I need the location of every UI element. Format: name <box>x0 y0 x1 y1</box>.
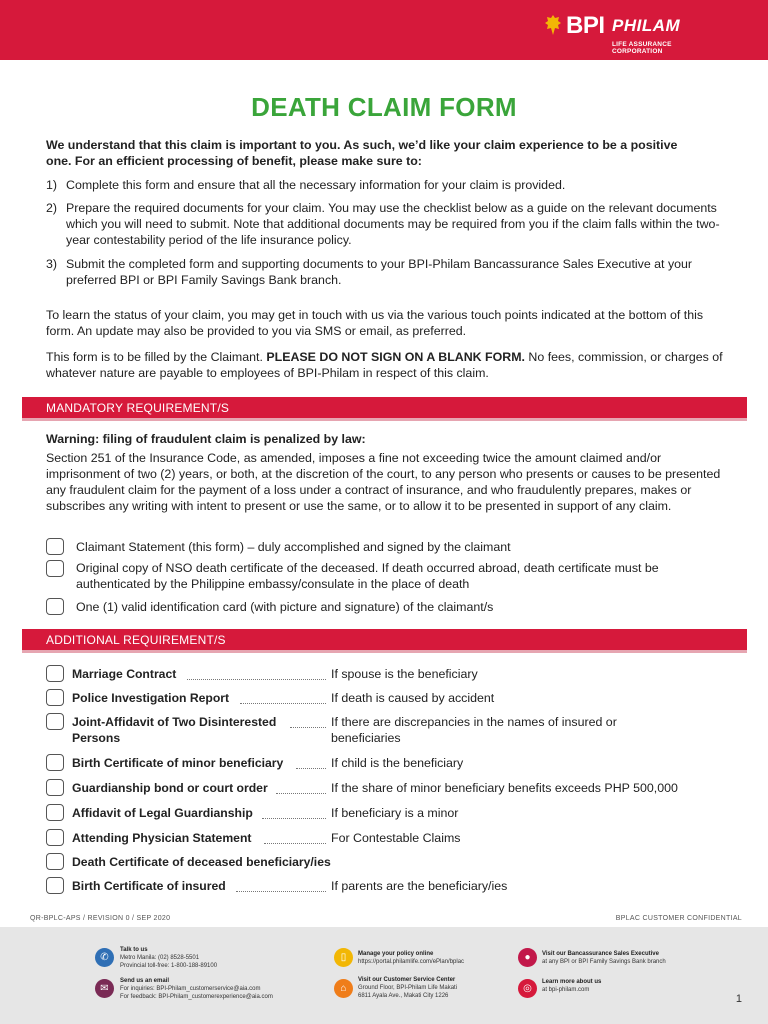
email-title: Send us an email <box>120 978 170 984</box>
requirement-condition: If the share of minor beneficiary benefits exceeds PHP 500,000 <box>331 781 678 795</box>
status-paragraph: To learn the status of your claim, you may get in touch with us via the various touch points indicated at the bottom of this form. An update may also be provided to you via SMS or email, as preferred. <box>46 308 704 338</box>
requirement-condition: If there are discrepancies in the names of insured or beneficiaries <box>331 715 617 745</box>
requirement-condition: If beneficiary is a minor <box>331 806 459 820</box>
leader-dots <box>262 809 326 819</box>
contact-footer <box>0 927 768 1024</box>
mandatory-item-3: One (1) valid identification card (with picture and signature) of the claimant/s <box>76 600 494 614</box>
requirement-name: Police Investigation Report <box>72 691 230 705</box>
additional-checkbox[interactable] <box>46 754 64 771</box>
warning-title: Warning: filing of fraudulent claim is penalized by law: <box>46 432 366 446</box>
intro-lead-line-1: We understand that this claim is important to you. As such, we’d like your claim experience to be a positive <box>46 138 678 152</box>
requirement-name: Guardianship bond or court order <box>72 781 268 795</box>
additional-heading: ADDITIONAL REQUIREMENT/S <box>22 629 747 650</box>
mandatory-checkbox-3[interactable] <box>46 598 64 615</box>
step-text: Complete this form and ensure that all the necessary information for your claim is provided. <box>66 178 566 192</box>
intro-lead-line-2: one. For an efficient processing of benefit, please make sure to: <box>46 154 422 168</box>
email-line-2[interactable]: For feedback: BPI-Philam_customerexperience@aia.com <box>120 994 273 1000</box>
logo-subtitle: LIFE ASSURANCE CORPORATION <box>612 41 672 55</box>
sales-title: Visit our Bancassurance Sales Executive <box>542 951 659 957</box>
step-2 <box>46 200 736 248</box>
mandatory-checkbox-1[interactable] <box>46 538 64 555</box>
phone-icon: ✆ <box>95 948 114 967</box>
center-title: Visit our Customer Service Center <box>358 977 456 983</box>
center-line-1: Ground Floor, BPI-Philam Life Makati <box>358 985 458 991</box>
bpi-philam-logo <box>544 12 724 55</box>
claimant-text-warning: PLEASE DO NOT SIGN ON A BLANK FORM. <box>266 350 525 364</box>
leader-dots <box>236 882 326 892</box>
person-icon: ● <box>518 948 537 967</box>
requirement-name: Birth Certificate of insured <box>72 879 226 893</box>
additional-checkbox[interactable] <box>46 804 64 821</box>
leader-dots <box>296 759 326 769</box>
additional-checkbox[interactable] <box>46 665 64 682</box>
leader-dots <box>187 670 326 680</box>
requirement-name: Joint-Affidavit of Two Disinterested Persons <box>72 715 277 745</box>
sales-executive-block <box>542 950 666 966</box>
intro-lead <box>46 137 726 169</box>
globe-icon: ◎ <box>518 979 537 998</box>
page-number: 1 <box>735 993 742 1005</box>
policy-link[interactable]: https://portal.philamlife.com/ePlan/bplac <box>358 959 465 965</box>
additional-checkbox[interactable] <box>46 829 64 846</box>
learn-more-block <box>542 978 601 994</box>
confidential-label: BPLAC CUSTOMER CONFIDENTIAL <box>615 915 742 922</box>
home-icon: ⌂ <box>334 979 353 998</box>
step-3 <box>46 256 736 288</box>
email-block <box>120 977 273 1001</box>
requirement-name: Attending Physician Statement <box>72 831 252 845</box>
lion-crest-icon <box>544 14 562 36</box>
step-1 <box>46 177 726 193</box>
mandatory-item-1: Claimant Statement (this form) – duly accomplished and signed by the claimant <box>76 540 511 554</box>
leader-dots <box>240 694 326 704</box>
requirement-name: Death Certificate of deceased beneficiary/ies <box>72 855 331 869</box>
requirement-name: Marriage Contract <box>72 667 177 681</box>
leader-dots <box>276 784 326 794</box>
additional-checkbox[interactable] <box>46 713 64 730</box>
step-number: 2) <box>46 201 58 215</box>
talk-line-2: Provincial toll-free: 1-800-188-89100 <box>120 963 218 969</box>
claimant-paragraph <box>46 349 726 381</box>
additional-checkbox[interactable] <box>46 779 64 796</box>
requirement-condition: If spouse is the beneficiary <box>331 667 478 681</box>
learn-link[interactable]: at bpi-philam.com <box>542 987 590 993</box>
requirement-condition: If death is caused by accident <box>331 691 495 705</box>
mobile-icon: ▯ <box>334 948 353 967</box>
document-code: QR-BPLC-APS / REVISION 0 / SEP 2020 <box>30 915 171 922</box>
header-bar <box>0 0 768 60</box>
warning-text: Section 251 of the Insurance Code, as amended, imposes a fine not exceeding twice the amount claimed and/or imprisonment of two (2) years, or both, at the discretion of the court, to any person who presents or causes to be presented any fraudulent claim for the payment of a loss under a contract of insurance, and who fraudulently prepares, makes or subscribes any writing with intent to present or use the same, or to allow it to be presented in support of any claim. <box>46 451 721 513</box>
requirement-condition: If parents are the beneficiary/ies <box>331 879 508 893</box>
step-text: Prepare the required documents for your claim. You may use the checklist below as a guide on the relevant documents which you will need to submit. Note that additional documents may be required from you if the claim falls within the two-year contestability period of the life insurance policy. <box>66 201 720 247</box>
step-text: Submit the completed form and supporting documents to your BPI-Philam Bancassurance Sales Executive at your preferred BPI or BPI Family Savings Bank branch. <box>66 257 693 287</box>
additional-checkbox[interactable] <box>46 689 64 706</box>
additional-checkbox[interactable] <box>46 877 64 894</box>
sales-line-1: at any BPI or BPI Family Savings Bank branch <box>542 959 666 965</box>
logo-philam-text: PHILAM <box>612 16 681 35</box>
claimant-text-pre: This form is to be filled by the Claimant. <box>46 350 267 364</box>
center-line-2: 6811 Ayala Ave., Makati City 1226 <box>358 993 449 999</box>
email-line-1[interactable]: For inquiries: BPI-Philam_customerservice@aia.com <box>120 986 261 992</box>
step-number: 1) <box>46 178 58 192</box>
leader-dots <box>264 834 326 844</box>
talk-line-1: Metro Manila: (02) 8528-5501 <box>120 955 200 961</box>
mandatory-heading: MANDATORY REQUIREMENT/S <box>22 397 747 418</box>
mandatory-item-2: Original copy of NSO death certificate of the deceased. If death occurred abroad, death certificate must be authenticated by the Philippine embassy/consulate in the place of death <box>76 561 659 591</box>
talk-to-us-block <box>120 946 217 970</box>
claimant-text-post: No fees, commission, or charges of whatever nature are payable to employees of BPI-Philam in respect of this claim. <box>46 350 723 380</box>
email-icon: ✉ <box>95 979 114 998</box>
requirement-condition: If child is the beneficiary <box>331 756 464 770</box>
requirement-condition: For Contestable Claims <box>331 831 461 845</box>
additional-checkbox[interactable] <box>46 853 64 870</box>
mandatory-checkbox-2[interactable] <box>46 560 64 577</box>
policy-title: Manage your policy online <box>358 951 434 957</box>
service-center-block <box>358 976 457 1000</box>
manage-policy-block <box>358 950 464 966</box>
logo-bpi-text: BPI <box>566 12 605 39</box>
talk-title: Talk to us <box>120 947 148 953</box>
requirement-name: Birth Certificate of minor beneficiary <box>72 756 284 770</box>
learn-title: Learn more about us <box>542 979 602 985</box>
leader-dots <box>290 718 326 728</box>
form-title: DEATH CLAIM FORM <box>251 92 517 122</box>
step-number: 3) <box>46 257 58 271</box>
requirement-name: Affidavit of Legal Guardianship <box>72 806 253 820</box>
